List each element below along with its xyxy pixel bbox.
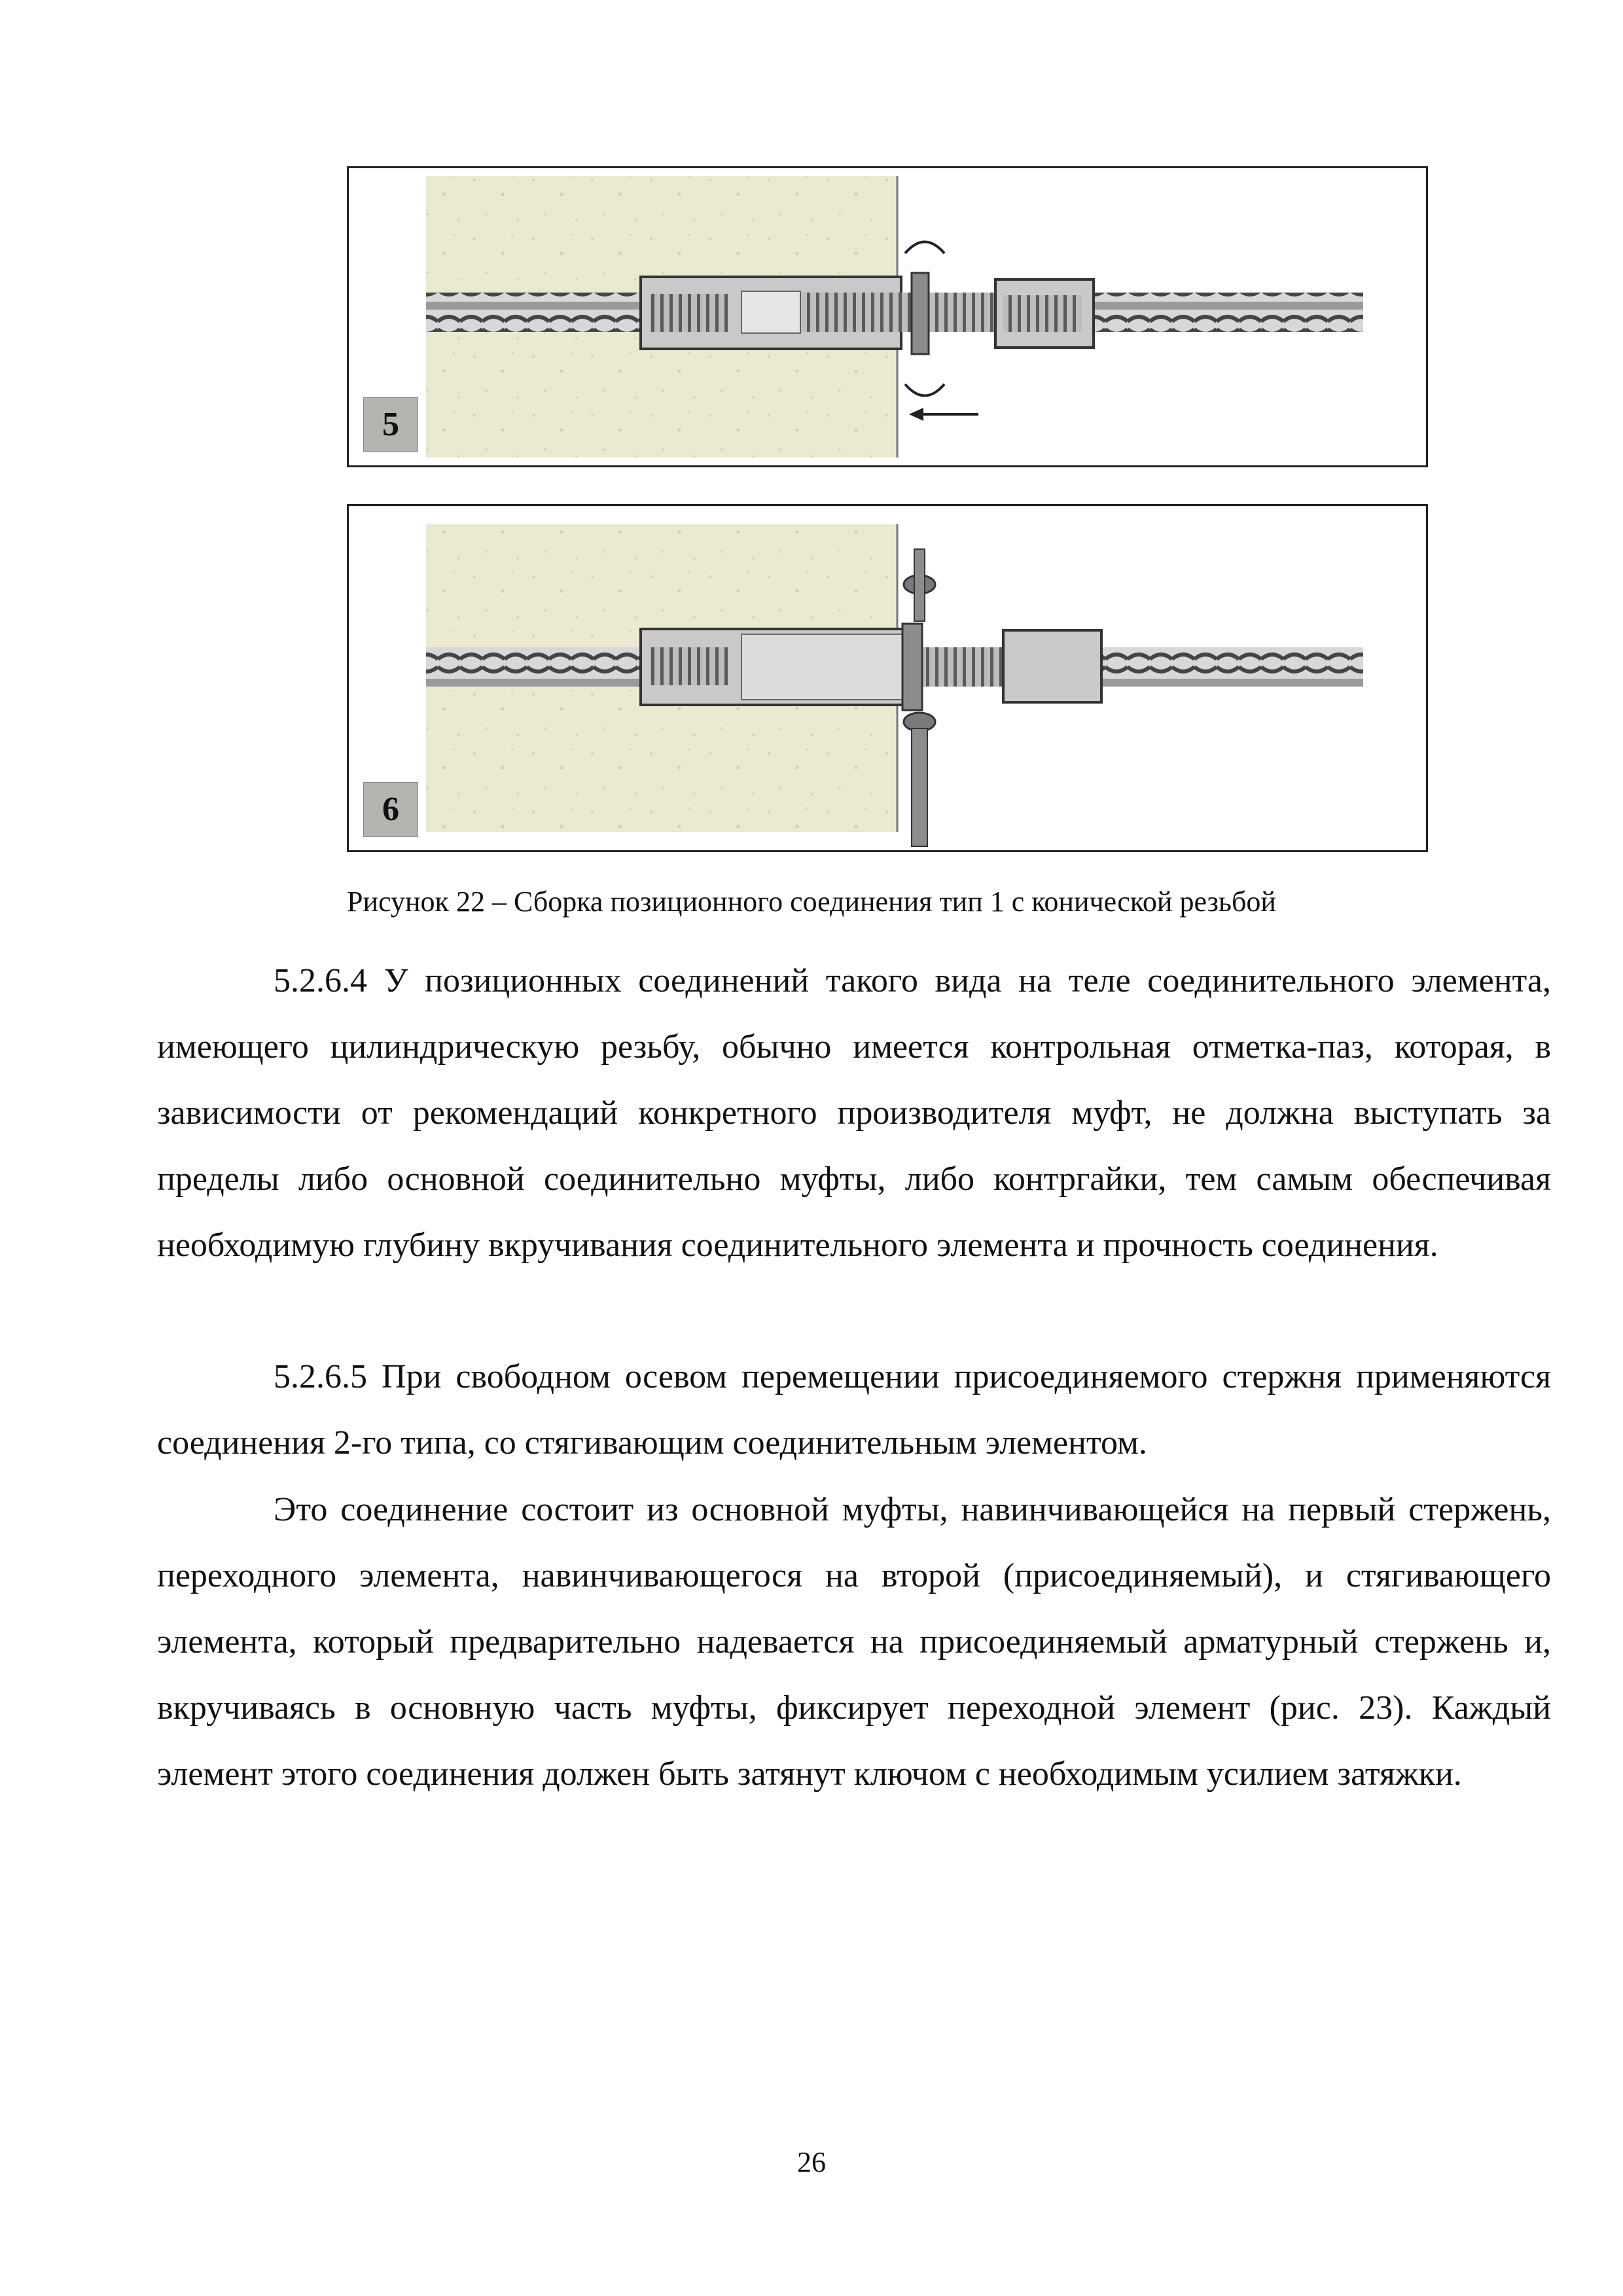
page-number: 26 xyxy=(797,2146,826,2178)
coupler-assembly-step-6-illustration xyxy=(349,506,1426,850)
step-label-5: 5 xyxy=(363,397,418,452)
paragraph-5-2-6-4: 5.2.6.4 У позиционных соединений такого вида на теле соединительного элемента, имеющего цилиндрическую резьбу, обычно имеется контрольная отметка-паз, которая, в зависимости от рекомендаций конкретного производителя муфт, не должна выступать за пределы либо основной соединительно муфты, либо контргайки, тем самым обеспечивая необходимую глубину вкручивания соединительного элемента и прочность соединения. xyxy=(157,962,1551,1264)
step-label-6: 6 xyxy=(363,782,418,837)
paragraph-connection-description: Это соединение состоит из основной муфты, навинчивающейся на первый стержень, переходного элемента, навинчивающегося на второй (присоединяемый), и стягивающего элемента, который предварительно надевается на присоединяемый арматурный стержень и, вкручиваясь в основную часть муфты, фиксирует переходной элемент (рис. 23). Каждый элемент этого соединения должен быть затянут ключом с необходимым усилием затяжки. xyxy=(157,1491,1551,1793)
figure-caption: Рисунок 22 – Сборка позиционного соединения тип 1 с конической резьбой xyxy=(347,886,1276,918)
figure-panel-step-6 xyxy=(347,504,1428,852)
paragraph-5-2-6-5: 5.2.6.5 При свободном осевом перемещении присоединяемого стержня применяются соединения 2-го типа, со стягивающим соединительным элементом. xyxy=(157,1358,1551,1462)
coupler-assembly-step-5-illustration xyxy=(349,168,1426,465)
figure-panel-step-5 xyxy=(347,166,1428,467)
